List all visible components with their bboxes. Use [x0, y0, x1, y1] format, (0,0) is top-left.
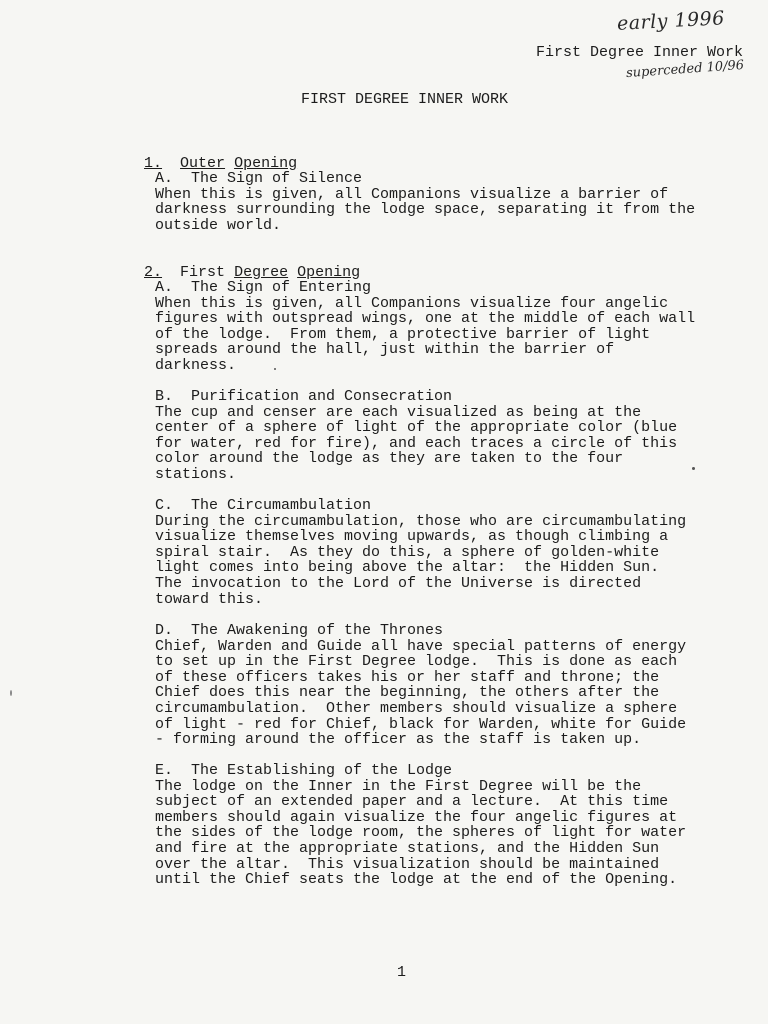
body-line: and fire at the appropriate stations, and the Hidden Sun: [155, 839, 660, 857]
body-line: light comes into being above the altar: the Hidden Sun.: [155, 559, 660, 577]
body-line: The invocation to the Lord of the Universe is directed: [155, 574, 642, 592]
body-line: toward this.: [155, 590, 264, 608]
body-line: for water, red for fire), and each traces a circle of this: [155, 434, 678, 452]
body-line: of the lodge. From them, a protective barrier of light: [155, 325, 651, 343]
subsection-sign-of-entering: [155, 280, 715, 374]
body-line: When this is given, all Companions visualize four angelic: [155, 294, 669, 312]
section-title-word: Outer: [180, 154, 226, 172]
subsection-purification-consecration: [155, 389, 715, 483]
body-line: spreads around the hall, just within the barrier of: [155, 341, 615, 359]
document-title: FIRST DEGREE INNER WORK: [301, 91, 509, 108]
section-title-word: Degree: [234, 263, 289, 281]
body-line: - forming around the officer as the staff is taken up.: [155, 731, 642, 749]
body-line: figures with outspread wings, one at the middle of each wall: [155, 310, 696, 328]
body-line: The lodge on the Inner in the First Degree will be the: [155, 777, 642, 795]
body-line: circumambulation. Other members should visualize a sphere: [155, 699, 678, 717]
body-line: stations.: [155, 465, 237, 483]
handwritten-date: early 1996: [616, 7, 726, 35]
body-line: darkness surrounding the lodge space, separating it from the: [155, 201, 696, 219]
body-line: members should again visualize the four angelic figures at: [155, 808, 678, 826]
body-line: During the circumambulation, those who are circumambulating: [155, 512, 687, 530]
scan-speck: [274, 368, 276, 370]
body-line: When this is given, all Companions visualize a barrier of: [155, 185, 669, 203]
body-line: color around the lodge as they are taken to the four: [155, 450, 624, 468]
body-line: outside world.: [155, 216, 282, 234]
body-line: the sides of the lodge room, the spheres of light for water: [155, 824, 687, 842]
subsection-heading: B. Purification and Consecration: [155, 388, 453, 405]
subsection-heading: C. The Circumambulation: [155, 497, 372, 514]
section-number: 2.: [144, 263, 163, 281]
subsection-establishing-lodge: [155, 763, 715, 888]
subsection-heading: E. The Establishing of the Lodge: [155, 762, 453, 779]
body-line: to set up in the First Degree lodge. This is done as each: [155, 653, 678, 671]
section-title-word: Opening: [234, 154, 298, 172]
handwritten-note: superceded 10/96: [625, 57, 745, 82]
body-line: subject of an extended paper and a lecture. At this time: [155, 793, 669, 811]
body-line: darkness.: [155, 356, 237, 374]
section-title-word: Opening: [297, 263, 361, 281]
subsection-heading: A. The Sign of Entering: [155, 279, 372, 296]
subsection-awakening-of-thrones: [155, 623, 715, 748]
page-number: 1: [397, 964, 407, 981]
body-line: The cup and censer are each visualized as being at the: [155, 403, 642, 421]
scan-speck: [10, 690, 12, 696]
body-line: spiral stair. As they do this, a sphere of golden-white: [155, 543, 660, 561]
section-number: 1.: [144, 154, 163, 172]
body-line: of these officers takes his or her staff and throne; the: [155, 668, 660, 686]
body-line: over the altar. This visualization should be maintained: [155, 855, 660, 873]
body-line: center of a sphere of light of the appropriate color (blue: [155, 419, 678, 437]
body-line: Chief does this near the beginning, the others after the: [155, 684, 660, 702]
scan-speck: [692, 467, 695, 470]
subsection-heading: A. The Sign of Silence: [155, 170, 363, 187]
running-header: First Degree Inner Work: [536, 44, 744, 61]
body-line: until the Chief seats the lodge at the end of the Opening.: [155, 871, 678, 889]
subsection-circumambulation: [155, 498, 715, 607]
subsection-heading: D. The Awakening of the Thrones: [155, 622, 444, 639]
body-line: visualize themselves moving upwards, as though climbing a: [155, 528, 669, 546]
subsection-sign-of-silence: [155, 171, 715, 233]
body-line: of light - red for Chief, black for Warden, white for Guide: [155, 715, 687, 733]
body-line: Chief, Warden and Guide all have special patterns of energy: [155, 637, 687, 655]
section-title-word: First: [180, 263, 226, 281]
